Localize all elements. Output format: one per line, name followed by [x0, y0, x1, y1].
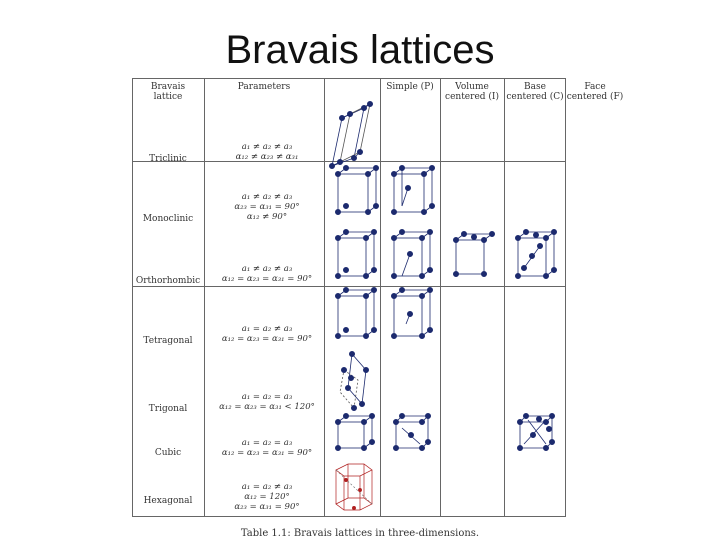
- param-line: α₁₂ = 120°: [244, 492, 290, 502]
- row-name-triclinic: Triclinic: [149, 154, 187, 164]
- param-line: α₁₂ = α₂₃ = α₃₁ = 90°: [221, 274, 313, 284]
- param-line: a₁ ≠ a₂ ≠ a₃: [241, 264, 293, 274]
- lattice-monoclinic-simple: [335, 165, 378, 214]
- lattice-triclinic-simple: [329, 101, 372, 168]
- row-name-cubic: Cubic: [154, 448, 182, 458]
- header-face-line1: Face: [584, 82, 606, 92]
- param-line: a₁ = a₂ = a₃: [241, 438, 293, 448]
- lattice-monoclinic-body: [391, 165, 434, 214]
- param-line: a₁ = a₂ ≠ a₃: [241, 324, 293, 334]
- header-body-line1: Volume: [455, 82, 489, 92]
- row-name-hexagonal: Hexagonal: [143, 496, 193, 506]
- row-name-trigonal: Trigonal: [148, 404, 188, 414]
- lattice-orthorhombic-base: [453, 231, 494, 276]
- lattice-cubic-body: [393, 413, 430, 450]
- param-line: α₁₂ ≠ α₂₃ ≠ α₃₁: [235, 152, 299, 162]
- lattice-orthorhombic-body: [391, 229, 432, 278]
- lattice-hexagonal-simple: [336, 464, 372, 510]
- header-simple: Simple (P): [386, 82, 434, 92]
- lattice-orthorhombic-simple: [335, 229, 376, 278]
- header-face-centered: [565, 82, 625, 102]
- param-line: a₁ = a₂ = a₃: [241, 392, 293, 402]
- table-caption: Table 1.1: Bravais lattices in three-dimensions.: [240, 528, 480, 539]
- param-line: α₁₂ = α₂₃ = α₃₁ = 90°: [221, 334, 313, 344]
- param-line: α₂₃ = α₃₁ = 90°: [234, 502, 300, 512]
- lattice-cubic-simple: [335, 413, 374, 450]
- header-system-line1: Bravais: [150, 82, 186, 92]
- param-line: a₁ = a₂ ≠ a₃: [241, 482, 293, 492]
- header-base-line2: centered (C): [506, 92, 564, 102]
- header-body-line2: centered (I): [445, 92, 499, 102]
- lattice-cubic-face: [517, 413, 554, 450]
- param-line: α₁₂ = α₂₃ = α₃₁ < 120°: [219, 402, 315, 412]
- param-line: a₁ ≠ a₂ ≠ a₃: [241, 142, 293, 152]
- bravais-table: [132, 78, 624, 516]
- lattice-tetragonal-body: [391, 287, 432, 338]
- param-line: α₁₂ ≠ 90°: [246, 212, 288, 222]
- row-name-orthorhombic: Orthorhombic: [135, 276, 201, 286]
- header-system-line2: lattice: [153, 92, 183, 102]
- lattice-orthorhombic-face: [515, 229, 556, 278]
- table-border-bottom: [132, 516, 566, 517]
- header-face-line2: centered (F): [566, 92, 624, 102]
- param-line: a₁ ≠ a₂ ≠ a₃: [241, 192, 293, 202]
- row-name-tetragonal: Tetragonal: [143, 336, 193, 346]
- param-line: α₁₂ = α₂₃ = α₃₁ = 90°: [221, 448, 313, 458]
- lattice-diagrams: [132, 78, 566, 516]
- slide-title: Bravais lattices: [225, 28, 495, 72]
- lattice-tetragonal-simple: [335, 287, 376, 338]
- row-name-monoclinic: Monoclinic: [142, 214, 194, 224]
- header-base-line1: Base: [524, 82, 546, 92]
- param-line: α₂₃ = α₃₁ = 90°: [234, 202, 300, 212]
- lattice-trigonal-simple: [340, 351, 369, 410]
- header-parameters: Parameters: [237, 82, 291, 92]
